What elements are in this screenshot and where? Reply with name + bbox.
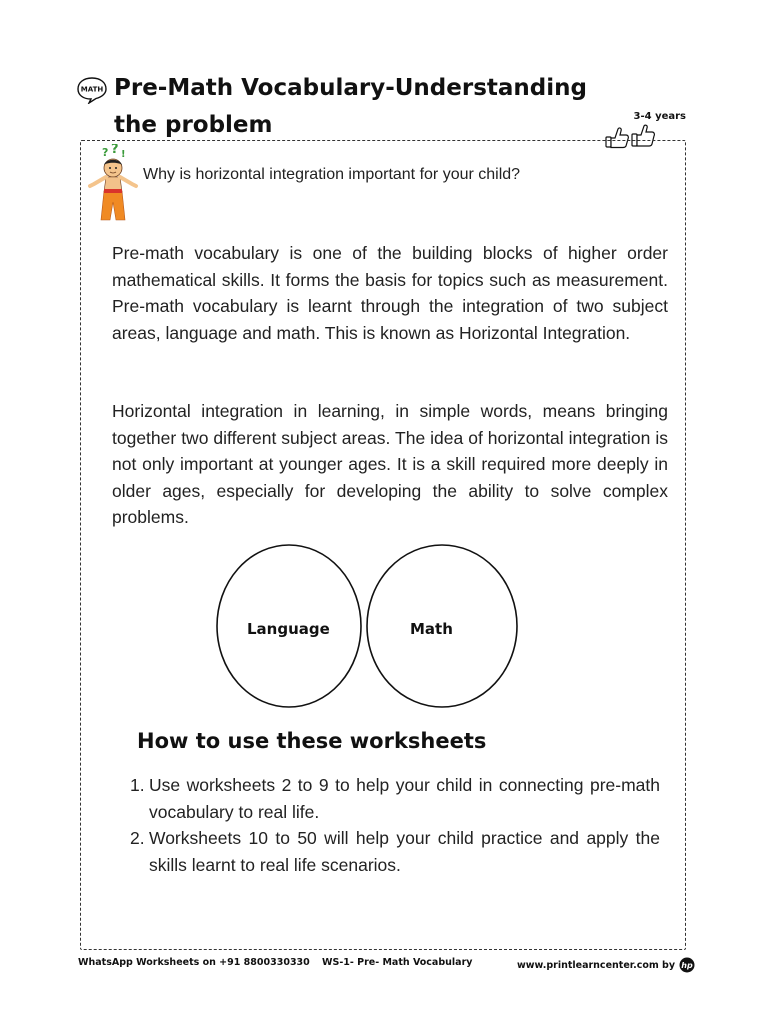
svg-text:!: ! [121,149,126,160]
page-title: Pre-Math Vocabulary-Understanding the problem [114,75,587,138]
howto-list [130,772,660,878]
svg-text:?: ? [102,146,109,159]
paragraph-2: Horizontal integration in learning, in simple words, means bringing together two different subject areas. The idea of horizontal integration is not only important at younger ages. It is a skill required more deeply in older ages, especially for developing the ability to solve complex problems. [112,401,668,527]
paragraph-1: Pre-math vocabulary is one of the building blocks of higher order mathematical skills. It forms the basis for topics such as measurement. Pre-math vocabulary is learnt through the integration of two subject areas, language and math. This is known as Horizontal Integration. [112,243,668,343]
venn-label-language: Language [247,620,330,638]
badge-text: MATH [80,85,104,94]
list-item-number: 1. [130,775,145,795]
list-item-text: Worksheets 10 to 50 will help your child practice and apply the skills learnt to real life scenarios. [149,828,660,875]
howto-heading: How to use these worksheets [137,729,487,753]
venn-label-math: Math [410,620,453,638]
footer-website-text: www.printlearncenter.com by [517,959,676,971]
footer-website [517,957,695,973]
footer-whatsapp: WhatsApp Worksheets on +91 8800330330 [78,957,310,968]
list-item-number: 2. [130,828,145,848]
list-item [130,825,660,878]
thinking-child-icon [84,144,142,226]
svg-text:?: ? [111,144,119,157]
list-item [130,772,660,825]
question-text: Why is horizontal integration important for your child? [143,166,521,183]
footer-worksheet-id: WS-1- Pre- Math Vocabulary [322,957,473,968]
age-range-label: 3-4 years [633,111,686,122]
list-item-text: Use worksheets 2 to 9 to help your child in connecting pre-math vocabulary to real life. [149,775,660,822]
math-speech-bubble-icon [76,76,108,104]
hp-logo-text: hp [681,961,693,970]
hp-logo-icon [679,957,695,973]
